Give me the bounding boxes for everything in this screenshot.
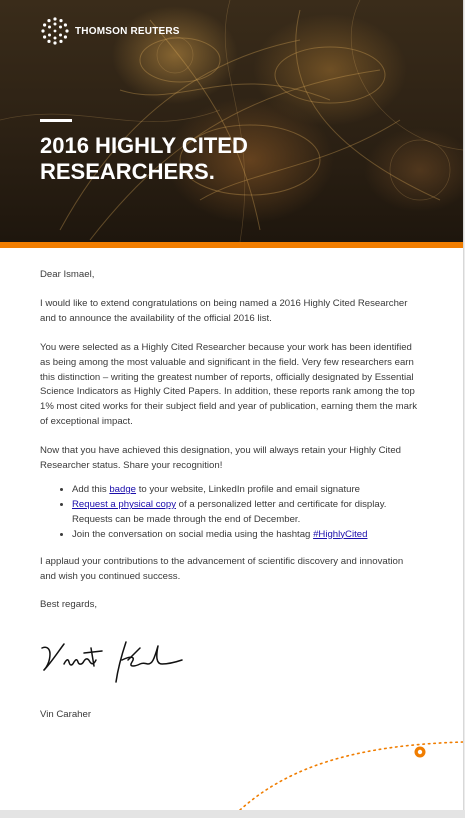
bullet-text: of a personalized letter and certificate for display. Requests can be made through the end of December. [72,498,387,525]
hero-title: 2016 HIGHLY CITED RESEARCHERS. [40,133,248,184]
request-physical-copy-link[interactable]: Request a physical copy [72,498,176,510]
hero-banner [0,0,463,242]
bullet-text: Join the conversation on social media using the hashtag [72,528,314,540]
bullet-text: to your website, LinkedIn profile and email signature [136,483,361,495]
decorative-arc [0,720,463,810]
paragraph-applause: I applaud your contributions to the advancement of scientific discovery and innovation and wish you continued success. [40,555,404,582]
paragraph-selection: You were selected as a Highly Cited Researcher because your work has been identified as being among the most valuable and significant in the field. Very few researchers earn this distinction – writing the greatest number of reports, officially designated by Essential Science Indicators as Highly Cited Papers. In addition, these reports rank among the top 1% most cited works for their subject field and year of publication, earning them the mark of exceptional impact. [40,341,418,428]
bullet-text: Add this [72,483,110,495]
closing: Best regards, [40,599,98,611]
list-item [72,498,420,528]
greeting: Dear Ismael, [40,269,95,280]
brand-logo[interactable] [40,16,180,46]
signer-name: Vin Caraher [40,709,92,720]
handwritten-signature [36,634,186,692]
paragraph-congratulations: I would like to extend congratulations on being named a 2016 Highly Cited Researcher and to announce the availability of the official 2016 list. [40,297,408,324]
action-list [40,483,420,543]
letter-content [40,268,420,613]
paragraph-designation: Now that you have achieved this designation, you will always retain your Highly Cited Researcher status. Share your recognition! [40,445,402,472]
badge-link[interactable]: badge [109,483,137,495]
accent-bar [0,242,463,248]
list-item [72,528,420,543]
page-bottom-strip [0,810,465,818]
list-item [72,483,420,498]
hashtag-link[interactable]: #HighlyCited [313,528,368,540]
hero-rule [40,119,72,122]
brand-name: THOMSON REUTERS [75,25,180,37]
dot-globe-icon [40,16,70,46]
